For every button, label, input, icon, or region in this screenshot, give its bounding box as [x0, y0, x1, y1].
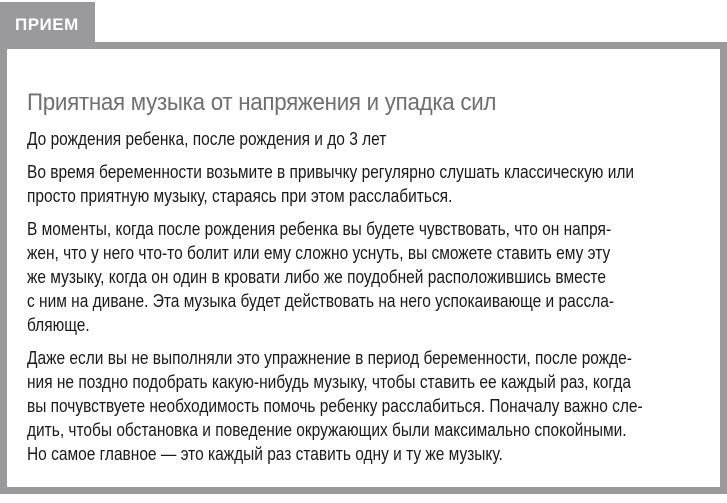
- section-tab-label: ПРИЕМ: [15, 15, 79, 34]
- article: [27, 89, 708, 475]
- paragraph-2: В моменты, когда после рождения ребенка вы будете чувствовать, что он напря- жен, что у него что-то болит или ему сложно уснуть, вы сможете ставить ему эту же музыку, когда он один в кровати либо же поудобней расположившись вместе с ним на диване. Эта музыка будет действовать на него успокаивающе и рассла- бляюще.: [27, 219, 615, 335]
- paragraph-1: Во время беременности возьмите в привычку регулярно слушать классическую или просто приятную музыку, стараясь при этом расслабиться.: [27, 162, 635, 206]
- paragraph-3: Даже если вы не выполняли это упражнение в период беременности, после рожде- ния не поздно подобрать какую-нибудь музыку, чтобы ставить ее каждый раз, когда вы почувствуете необходимость помочь ребенку расслабиться. Поначалу важно сле- дить, чтобы обстановка и поведение окружающих были максимально спокойными. Но самое главное — это каждый раз ставить одну и ту же музыку.: [27, 348, 643, 464]
- article-subtitle: До рождения ребенка, после рождения и до 3 лет: [27, 129, 387, 149]
- content-frame: [0, 42, 727, 494]
- article-title: Приятная музыка от напряжения и упадка сил: [27, 89, 497, 116]
